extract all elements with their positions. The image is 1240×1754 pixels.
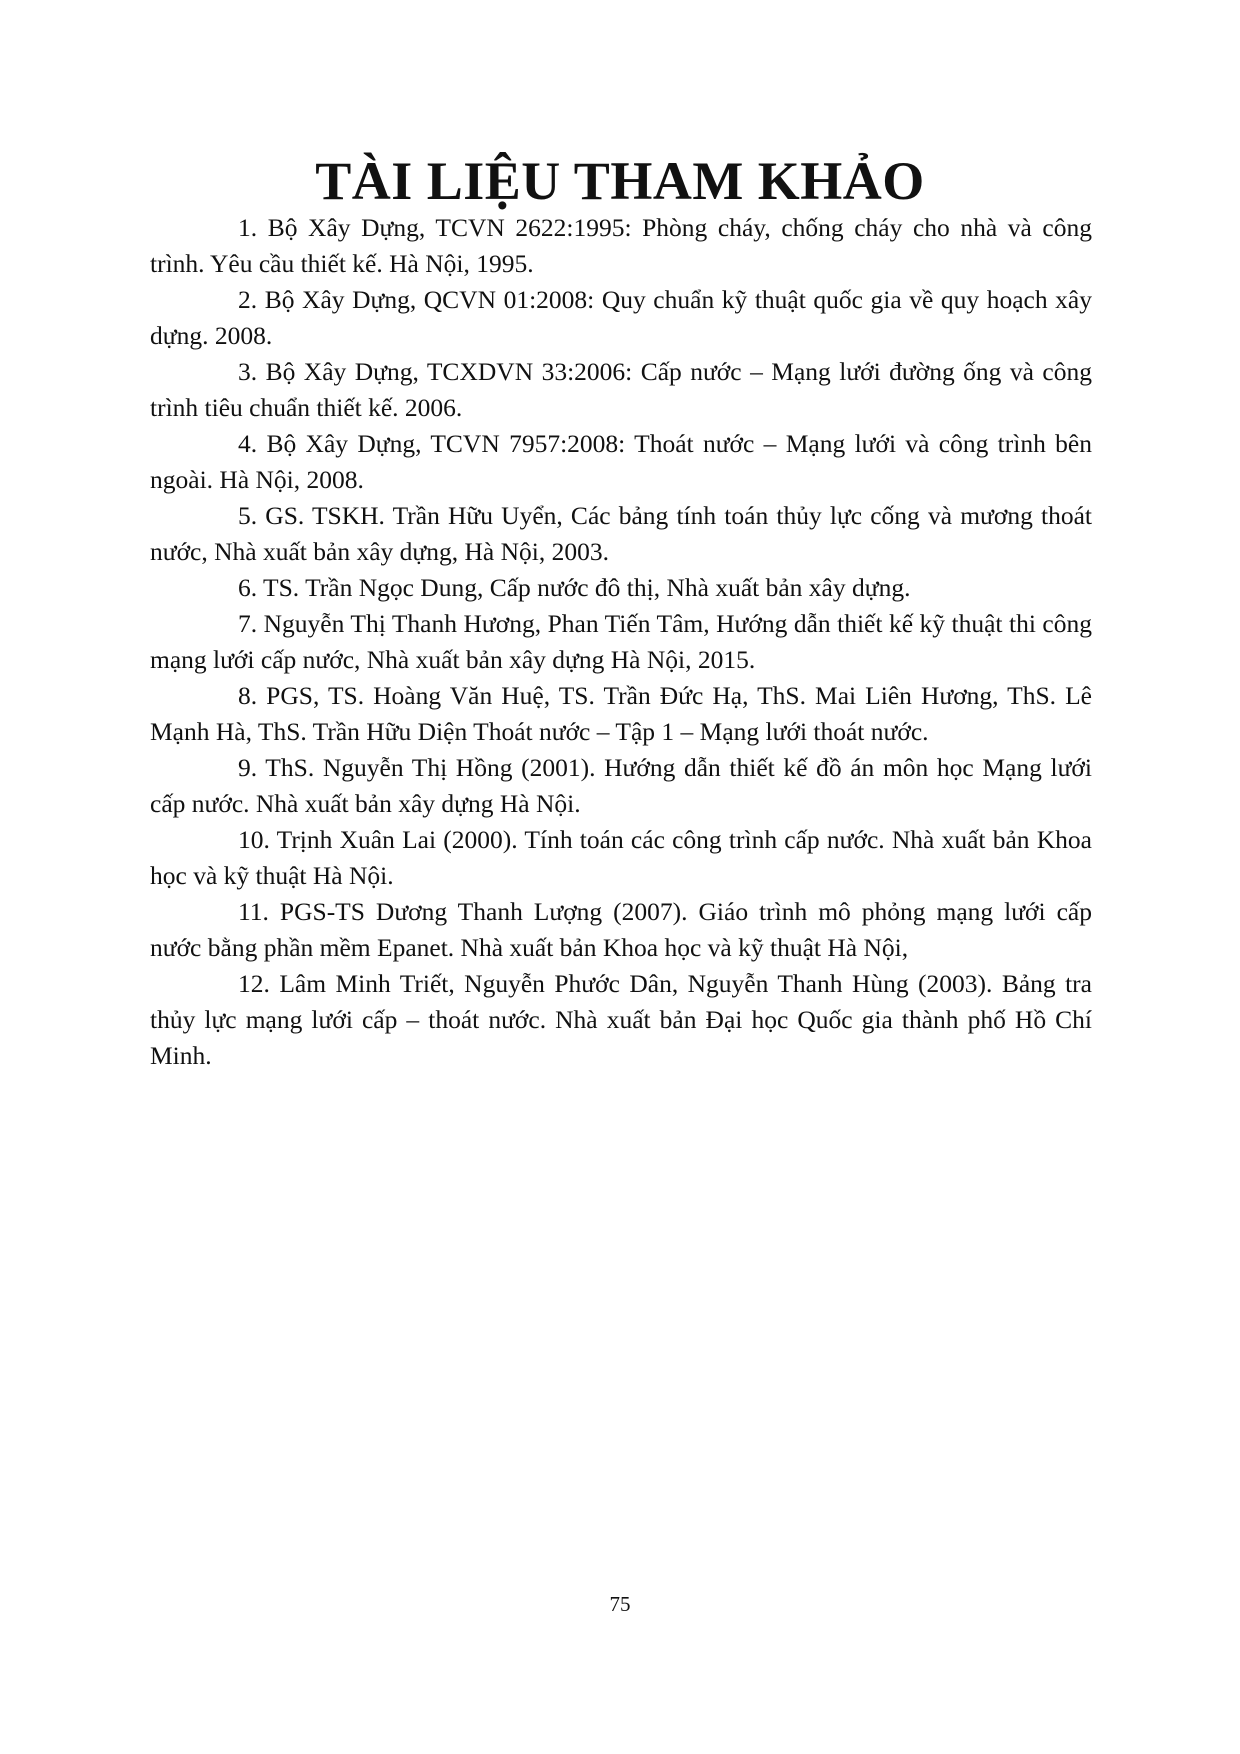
reference-item: 7. Nguyễn Thị Thanh Hương, Phan Tiến Tâm, Hướng dẫn thiết kế kỹ thuật thi công mạng lưới cấp nước, Nhà xuất bản xây dựng Hà Nội, 2015.: [150, 609, 1092, 674]
reference-item: 9. ThS. Nguyễn Thị Hồng (2001). Hướng dẫn thiết kế đồ án môn học Mạng lưới cấp nước. Nhà xuất bản xây dựng Hà Nội.: [150, 753, 1092, 818]
reference-item: 3. Bộ Xây Dựng, TCXDVN 33:2006: Cấp nước – Mạng lưới đường ống và công trình tiêu chuẩn thiết kế. 2006.: [150, 357, 1092, 422]
page-title: TÀI LIỆU THAM KHẢO: [315, 151, 925, 211]
reference-item: 6. TS. Trần Ngọc Dung, Cấp nước đô thị, Nhà xuất bản xây dựng.: [238, 573, 911, 602]
reference-item: 2. Bộ Xây Dựng, QCVN 01:2008: Quy chuẩn kỹ thuật quốc gia về quy hoạch xây dựng. 2008.: [150, 285, 1092, 350]
reference-item: 10. Trịnh Xuân Lai (2000). Tính toán các công trình cấp nước. Nhà xuất bản Khoa học và kỹ thuật Hà Nội.: [150, 825, 1092, 890]
page-number: 75: [609, 1592, 631, 1616]
reference-item: 1. Bộ Xây Dựng, TCVN 2622:1995: Phòng cháy, chống cháy cho nhà và công trình. Yêu cầu thiết kế. Hà Nội, 1995.: [150, 213, 1092, 278]
reference-item: 11. PGS-TS Dương Thanh Lượng (2007). Giáo trình mô phỏng mạng lưới cấp nước bằng phần mềm Epanet. Nhà xuất bản Khoa học và kỹ thuật Hà Nội,: [150, 897, 1092, 962]
reference-item: 5. GS. TSKH. Trần Hữu Uyển, Các bảng tính toán thủy lực cống và mương thoát nước, Nhà xuất bản xây dựng, Hà Nội, 2003.: [150, 501, 1092, 566]
reference-item: 12. Lâm Minh Triết, Nguyễn Phước Dân, Nguyễn Thanh Hùng (2003). Bảng tra thủy lực mạng lưới cấp – thoát nước. Nhà xuất bản Đại học Quốc gia thành phố Hồ Chí Minh.: [150, 969, 1092, 1070]
reference-list: [150, 210, 1092, 1074]
reference-item: 4. Bộ Xây Dựng, TCVN 7957:2008: Thoát nước – Mạng lưới và công trình bên ngoài. Hà Nội, 2008.: [150, 429, 1092, 494]
reference-item: 8. PGS, TS. Hoàng Văn Huệ, TS. Trần Đức Hạ, ThS. Mai Liên Hương, ThS. Lê Mạnh Hà, ThS. Trần Hữu Diện Thoát nước – Tập 1 – Mạng lưới thoát nước.: [150, 681, 1092, 746]
